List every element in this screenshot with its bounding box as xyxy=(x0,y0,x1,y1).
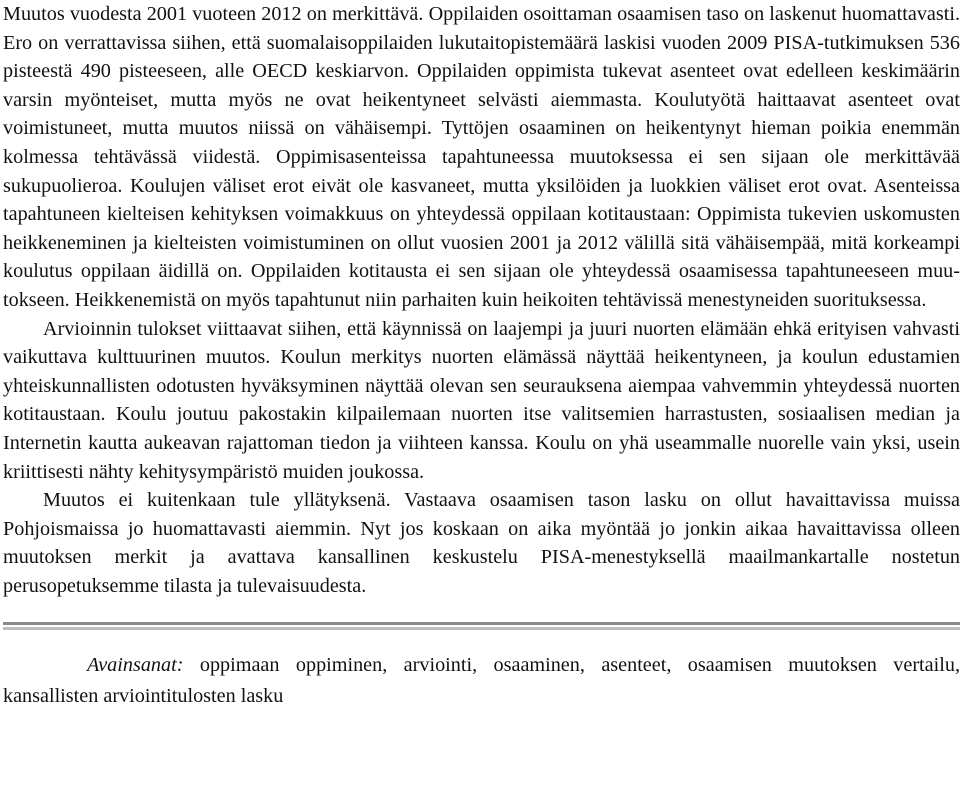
keywords-line xyxy=(3,650,960,712)
section-divider xyxy=(3,622,960,632)
paragraph-3: Muutos ei kuitenkaan tule yllätyksenä. Vastaava osaamisen tason lasku on ollut havaittavissa muissa Pohjoismaissa jo huomattavasti aiemmin. Nyt jos koskaan on aika myöntää jo jonkin aikaa havaittavissa olleen muutoksen merkit ja avattava kansallinen keskustelu PISA-menestyksellä maailmankartalle nostetun perusopetuksemme tilasta ja tulevaisuudesta. xyxy=(3,489,960,597)
keywords-text: oppimaan oppiminen, arviointi, osaaminen, asenteet, osaamisen muutoksen vertailu, kansallisten arviointitulosten lasku xyxy=(3,654,960,708)
paragraph-2: Arvioinnin tulokset viittaavat siihen, että käynnissä on laajempi ja juuri nuorten elämään ehkä erityisen vahvasti vaikuttava kulttuurinen muutos. Koulun merkitys nuorten elämässä näyttää heikentyneen, ja koulun edustamien yhteiskunnallisten odotusten hyväksyminen näyttää olevan sen seurauksena aiempaa vahvemmin yhteydessä nuorten kotitaustaan. Koulu joutuu pakostakin kilpailemaan nuorten itse valitsemien harrastusten, sosiaalisen median ja Internetin kautta aukeavan rajattoman tiedon ja viihteen kanssa. Koulu on yhä useammalle nuorelle vain yksi, usein kriittisesti nähty kehitysympäristö muiden joukossa. xyxy=(3,317,960,483)
divider-line-light xyxy=(3,627,960,630)
divider-line-dark xyxy=(3,622,960,625)
keywords-label: Avainsanat: xyxy=(87,654,184,677)
paragraph-1: Muutos vuodesta 2001 vuoteen 2012 on merkittävä. Oppilaiden osoittaman osaamisen taso on laskenut huomattavasti. Ero on verrattavissa siihen, että suomalaisoppilaiden lukutaitopistemäärä laskisi vuoden 2009 PISA-tutkimuksen 536 pisteestä 490 pisteeseen, alle OECD keskiarvon. Oppilaiden oppimista tukevat asenteet ovat edelleen keskimäärin varsin myönteiset, mutta myös ne ovat heikentyneet selvästi aiemmasta. Koulutyötä haittaavat asenteet ovat voimistuneet, mutta muutos niissä on vähäisempi. Tyttöjen osaaminen on heikentynyt hieman poikia enemmän kolmessa tehtävässä viidestä. Oppimisasenteissa tapahtuneessa muutoksessa ei sen sijaan ole merkittävää sukupuolieroa. Koulujen väliset erot eivät ole kasvaneet, mutta yksilöiden ja luokkien väliset erot ovat. Asenteissa tapahtuneen kielteisen kehityksen voimakkuus on yhteydessä oppilaan kotitaustaan: Oppimista tukevien uskomusten heikkeneminen ja kielteisten voimistuminen on ollut vuosien 2001 ja 2012 välillä sitä vähäisempää, mitä korkeampi koulutus oppilaan äidillä on. Oppilaiden kotitausta ei sen sijaan ole yhteydessä osaamisessa tapahtuneeseen muutokseen. Heikkenemistä on myös tapahtunut niin parhaiten kuin heikoiten tehtävissä menestyneiden suorituksessa. xyxy=(3,3,960,311)
